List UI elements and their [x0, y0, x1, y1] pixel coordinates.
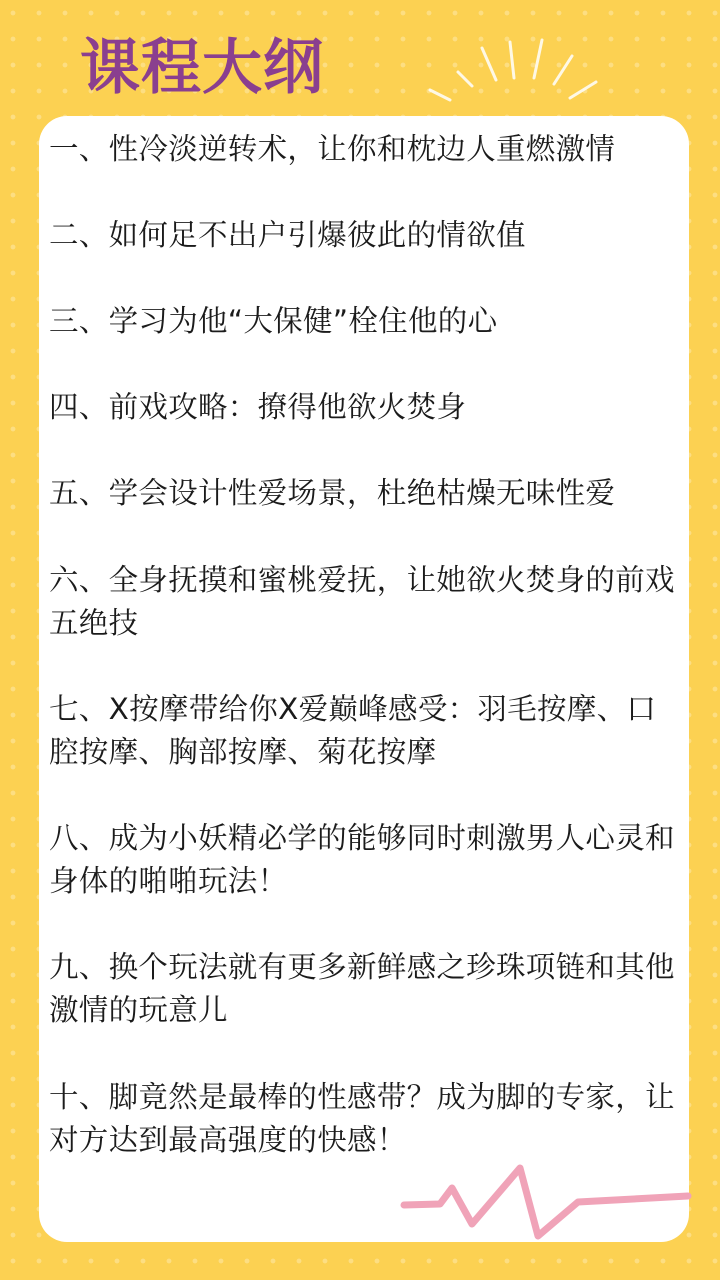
outline-card	[39, 116, 689, 1242]
outline-item-8: 八、成为小妖精必学的能够同时刺激男人心灵和身体的啪啪玩法！	[49, 821, 675, 898]
page-title: 课程大纲	[80, 33, 324, 103]
outline-item-2: 二、如何足不出户引爆彼此的情欲值	[49, 218, 526, 252]
zigzag-line-icon	[400, 1150, 700, 1240]
outline-item-5: 五、学会设计性爱场景，杜绝枯燥无味性爱	[49, 476, 616, 510]
outline-item-10: 十、脚竟然是最棒的性感带？成为脚的专家，让对方达到最高强度的快感！	[49, 1080, 675, 1157]
outline-item-9: 九、换个玩法就有更多新鲜感之珍珠项链和其他激情的玩意儿	[49, 950, 675, 1027]
outline-item-1: 一、性冷淡逆转术，让你和枕边人重燃激情	[49, 132, 616, 166]
outline-item-4: 四、前戏攻略：撩得他欲火焚身	[49, 390, 467, 424]
outline-item-6: 六、全身抚摸和蜜桃爱抚，让她欲火焚身的前戏五绝技	[49, 563, 675, 640]
outline-item-7: 七、X按摩带给你X爱巅峰感受：羽毛按摩、口腔按摩、胸部按摩、菊花按摩	[49, 692, 657, 769]
outline-item-3: 三、学习为他“大保健”栓住他的心	[49, 304, 498, 338]
